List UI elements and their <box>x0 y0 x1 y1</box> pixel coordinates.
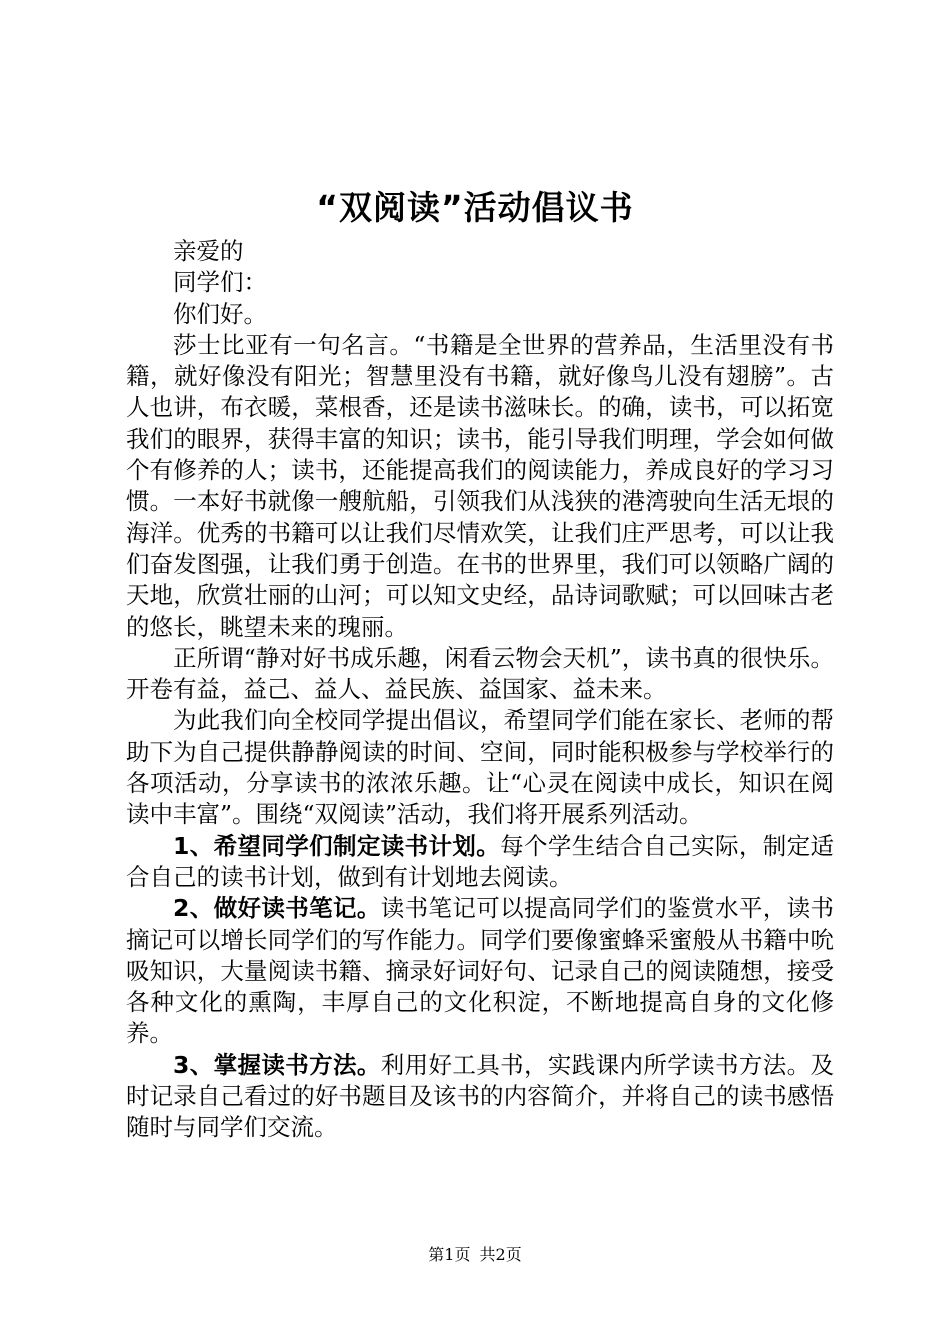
document-body <box>126 236 834 1144</box>
paragraph-3: 为此我们向全校同学提出倡议，希望同学们能在家长、老师的帮助下为自己提供静静阅读的时间、空间，同时能积极参与学校举行的各项活动，分享读书的浓浓乐趣。让“心灵在阅读中成长，知识在阅读中丰富”。围绕“双阅读”活动，我们将开展系列活动。 <box>126 706 834 829</box>
greeting: 你们好。 <box>173 299 267 328</box>
document-title: “双阅读”活动倡议书 <box>316 188 634 227</box>
item-1 <box>126 831 834 894</box>
page-footer <box>0 1244 950 1266</box>
item-3-heading: 3、掌握读书方法。 <box>173 1050 381 1079</box>
item-1-text: 每个学生结合自己实际，制定适合自己的读书计划，做到有计划地去阅读。 <box>126 831 834 891</box>
item-2 <box>126 893 834 1049</box>
page-total: 共2页 <box>479 1245 522 1264</box>
page-number: 第1页 <box>428 1245 471 1264</box>
paragraph-1: 莎士比亚有一句名言。“书籍是全世界的营养品，生活里没有书籍，就好像没有阳光；智慧里没有书籍，就好像鸟儿没有翅膀”。古人也讲，布衣暖，菜根香，还是读书滋味长。的确，读书，可以拓宽我们的眼界，获得丰富的知识；读书，能引导我们明理，学会如何做个有修养的人；读书，还能提高我们的阅读能力，养成良好的学习习惯。一本好书就像一艘航船，引领我们从浅狭的港湾驶向生活无垠的海洋。优秀的书籍可以让我们尽情欢笑，让我们庄严思考，可以让我们奋发图强，让我们勇于创造。在书的世界里，我们可以领略广阔的天地，欣赏壮丽的山河；可以知文史经，品诗词歌赋；可以回味古老的悠长，眺望未来的瑰丽。 <box>126 330 834 641</box>
item-3 <box>126 1050 834 1144</box>
salutation-line-1: 亲爱的 <box>173 237 244 265</box>
item-2-heading: 2、做好读书笔记。 <box>173 894 381 923</box>
item-1-heading: 1、希望同学们制定读书计划。 <box>173 831 501 860</box>
item-2-text: 读书笔记可以提高同学们的鉴赏水平，读书摘记可以增长同学们的写作能力。同学们要像蜜蜂采蜜般从书籍中吮吸知识，大量阅读书籍、摘录好词好句、记录自己的阅读随想，接受各种文化的熏陶，丰厚自己的文化积淀，不断地提高自身的文化修养。 <box>126 894 834 1048</box>
paragraph-2: 正所谓“静对好书成乐趣，闲看云物会天机”，读书真的很快乐。开卷有益，益己、益人、益民族、益国家、益未来。 <box>126 643 834 704</box>
salutation-line-2: 同学们： <box>173 268 267 297</box>
item-3-text: 利用好工具书，实践课内所学读书方法。及时记录自己看过的好书题目及该书的内容简介，并将自己的读书感悟随时与同学们交流。 <box>126 1050 834 1142</box>
